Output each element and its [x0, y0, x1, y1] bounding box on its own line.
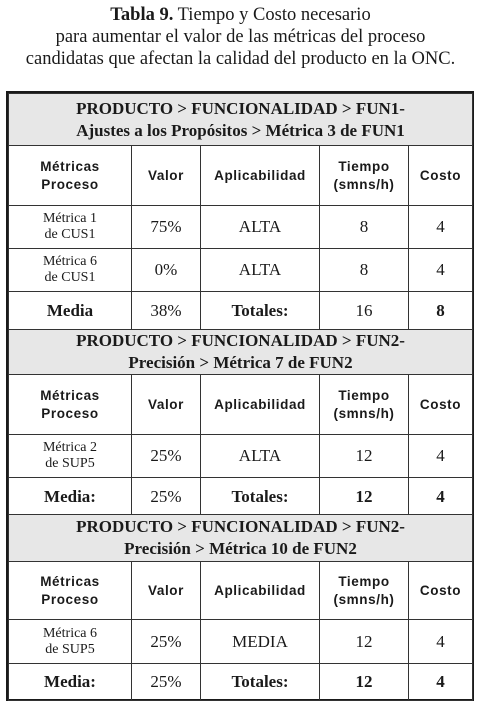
- value-cell: 25%: [132, 435, 201, 478]
- section-1-title-row: [9, 94, 473, 146]
- header-metrics-line-2: Proceso: [41, 591, 99, 607]
- section-title-line-2: Precisión > Métrica 10 de FUN2: [124, 539, 357, 558]
- section-title-line-2: Precisión > Métrica 7 de FUN2: [128, 353, 353, 372]
- caption-line-1: [0, 4, 481, 26]
- table-row: [9, 435, 473, 478]
- header-row: [9, 562, 473, 620]
- section-title-line-2: Ajustes a los Propósitos > Métrica 3 de FUN1: [76, 120, 405, 140]
- cost-cell: 4: [409, 249, 473, 292]
- section-title-line-1: PRODUCTO > FUNCIONALIDAD > FUN2-: [76, 517, 405, 536]
- section-1-table: [8, 93, 473, 330]
- caption-line-3: candidatas que afectan la calidad del producto en la ONC.: [25, 49, 456, 69]
- section-3-title-row: [9, 515, 473, 562]
- metric-line-2: de CUS1: [44, 227, 96, 242]
- mean-value: 25%: [132, 478, 201, 516]
- section-3-table: [8, 514, 473, 701]
- value-cell: 25%: [132, 620, 201, 664]
- applicability-cell: ALTA: [201, 206, 320, 249]
- mean-label: Media:: [9, 664, 132, 701]
- header-time: [320, 375, 409, 435]
- section-2-title-row: [9, 330, 473, 375]
- summary-row: [9, 292, 473, 330]
- summary-row: [9, 478, 473, 516]
- header-cost: Costo: [409, 562, 473, 620]
- table-caption: [0, 4, 481, 70]
- section-title-line-1: PRODUCTO > FUNCIONALIDAD > FUN1-: [76, 98, 405, 118]
- metric-cell: [9, 620, 132, 664]
- total-time: 16: [320, 292, 409, 330]
- header-time-line-1: Tiempo: [338, 573, 390, 589]
- metric-line-1: Métrica 1: [42, 211, 98, 226]
- header-row: [9, 375, 473, 435]
- header-applicability: Aplicabilidad: [201, 375, 320, 435]
- applicability-cell: ALTA: [201, 435, 320, 478]
- total-cost: 8: [409, 292, 473, 330]
- header-metrics-line-1: Métricas: [40, 158, 100, 174]
- section-title: [9, 515, 473, 562]
- metric-line-1: Métrica 2: [42, 440, 98, 455]
- header-value: Valor: [132, 375, 201, 435]
- header-metrics: [9, 562, 132, 620]
- header-time-line-2: (smns/h): [333, 176, 395, 192]
- table-row: [9, 206, 473, 249]
- header-metrics-line-1: Métricas: [40, 387, 100, 403]
- header-applicability: Aplicabilidad: [201, 562, 320, 620]
- header-metrics-line-2: Proceso: [41, 405, 99, 421]
- total-time: 12: [320, 664, 409, 701]
- header-value: Valor: [132, 562, 201, 620]
- time-cell: 12: [320, 620, 409, 664]
- caption-label: Tabla 9.: [110, 5, 174, 25]
- section-title-line-1: PRODUCTO > FUNCIONALIDAD > FUN2-: [76, 331, 405, 350]
- header-time-line-1: Tiempo: [338, 387, 390, 403]
- header-metrics: [9, 375, 132, 435]
- metric-line-2: de SUP5: [45, 641, 95, 657]
- metrics-table: [6, 91, 474, 701]
- time-cell: 8: [320, 206, 409, 249]
- time-cell: 12: [320, 435, 409, 478]
- section-2-table: [8, 329, 473, 516]
- cost-cell: 4: [409, 206, 473, 249]
- cost-cell: 4: [409, 620, 473, 664]
- totals-label: Totales:: [201, 664, 320, 701]
- mean-label: Media: [9, 292, 132, 330]
- mean-label: Media:: [9, 478, 132, 516]
- applicability-cell: ALTA: [201, 249, 320, 292]
- caption-line-2: para aumentar el valor de las métricas del proceso: [55, 27, 426, 47]
- mean-value: 38%: [132, 292, 201, 330]
- value-cell: 75%: [132, 206, 201, 249]
- header-metrics-line-2: Proceso: [41, 176, 99, 192]
- mean-value: 25%: [132, 664, 201, 701]
- header-cost: Costo: [409, 375, 473, 435]
- metric-line-1: Métrica 6: [42, 625, 98, 641]
- cost-cell: 4: [409, 435, 473, 478]
- totals-label: Totales:: [201, 478, 320, 516]
- section-title: [9, 330, 473, 375]
- header-time: [320, 146, 409, 206]
- total-cost: 4: [409, 478, 473, 516]
- totals-label: Totales:: [201, 292, 320, 330]
- value-cell: 0%: [132, 249, 201, 292]
- metric-line-2: de CUS1: [44, 270, 96, 285]
- metric-line-2: de SUP5: [45, 456, 95, 471]
- header-metrics-line-1: Métricas: [40, 573, 100, 589]
- applicability-cell: MEDIA: [201, 620, 320, 664]
- metric-line-1: Métrica 6: [42, 254, 98, 269]
- header-cost: Costo: [409, 146, 473, 206]
- header-time-line-2: (smns/h): [333, 405, 395, 421]
- header-applicability: Aplicabilidad: [201, 146, 320, 206]
- metric-cell: [9, 206, 132, 249]
- metric-cell: [9, 249, 132, 292]
- caption-line-1-text: Tiempo y Costo necesario: [173, 5, 371, 25]
- total-cost: 4: [409, 664, 473, 701]
- total-time: 12: [320, 478, 409, 516]
- table-row: [9, 620, 473, 664]
- time-cell: 8: [320, 249, 409, 292]
- summary-row: [9, 664, 473, 701]
- header-metrics: [9, 146, 132, 206]
- metric-cell: [9, 435, 132, 478]
- header-value: Valor: [132, 146, 201, 206]
- header-time-line-1: Tiempo: [338, 158, 390, 174]
- header-time-line-2: (smns/h): [333, 591, 395, 607]
- section-title: [9, 94, 473, 146]
- header-row: [9, 146, 473, 206]
- header-time: [320, 562, 409, 620]
- table-row: [9, 249, 473, 292]
